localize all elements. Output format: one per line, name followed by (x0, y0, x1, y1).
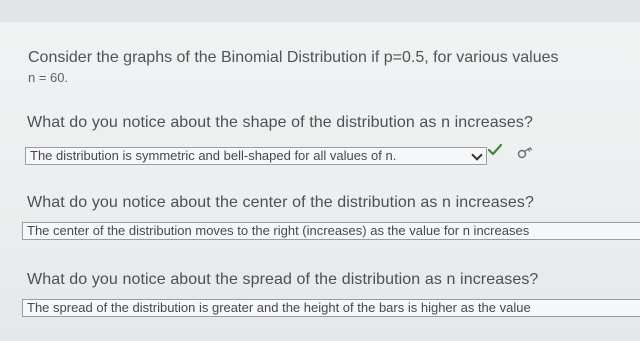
answer-shape-value: The distribution is symmetric and bell-shaped for all values of n. (30, 148, 397, 163)
key-icon[interactable] (516, 147, 534, 159)
checkmark-icon (488, 144, 502, 156)
intro-line-2: n = 60. (28, 70, 69, 85)
intro-line-1: Consider the graphs of the Binomial Distribution if p=0.5, for various values (28, 49, 559, 66)
question-shape: What do you notice about the shape of the distribution as n increases? (27, 114, 533, 131)
intro-text (28, 48, 640, 88)
question-center: What do you notice about the center of the distribution as n increases? (27, 194, 534, 211)
answer-center-field[interactable]: The center of the distribution moves to the right (increases) as the value for n increases (22, 222, 640, 240)
chevron-down-icon (471, 149, 482, 160)
top-bar (0, 0, 640, 23)
question-spread: What do you notice about the spread of the distribution as n increases? (27, 271, 539, 288)
answer-spread-field[interactable]: The spread of the distribution is greater and the height of the bars is higher as the value (22, 299, 640, 317)
answer-shape-dropdown[interactable] (25, 147, 487, 165)
